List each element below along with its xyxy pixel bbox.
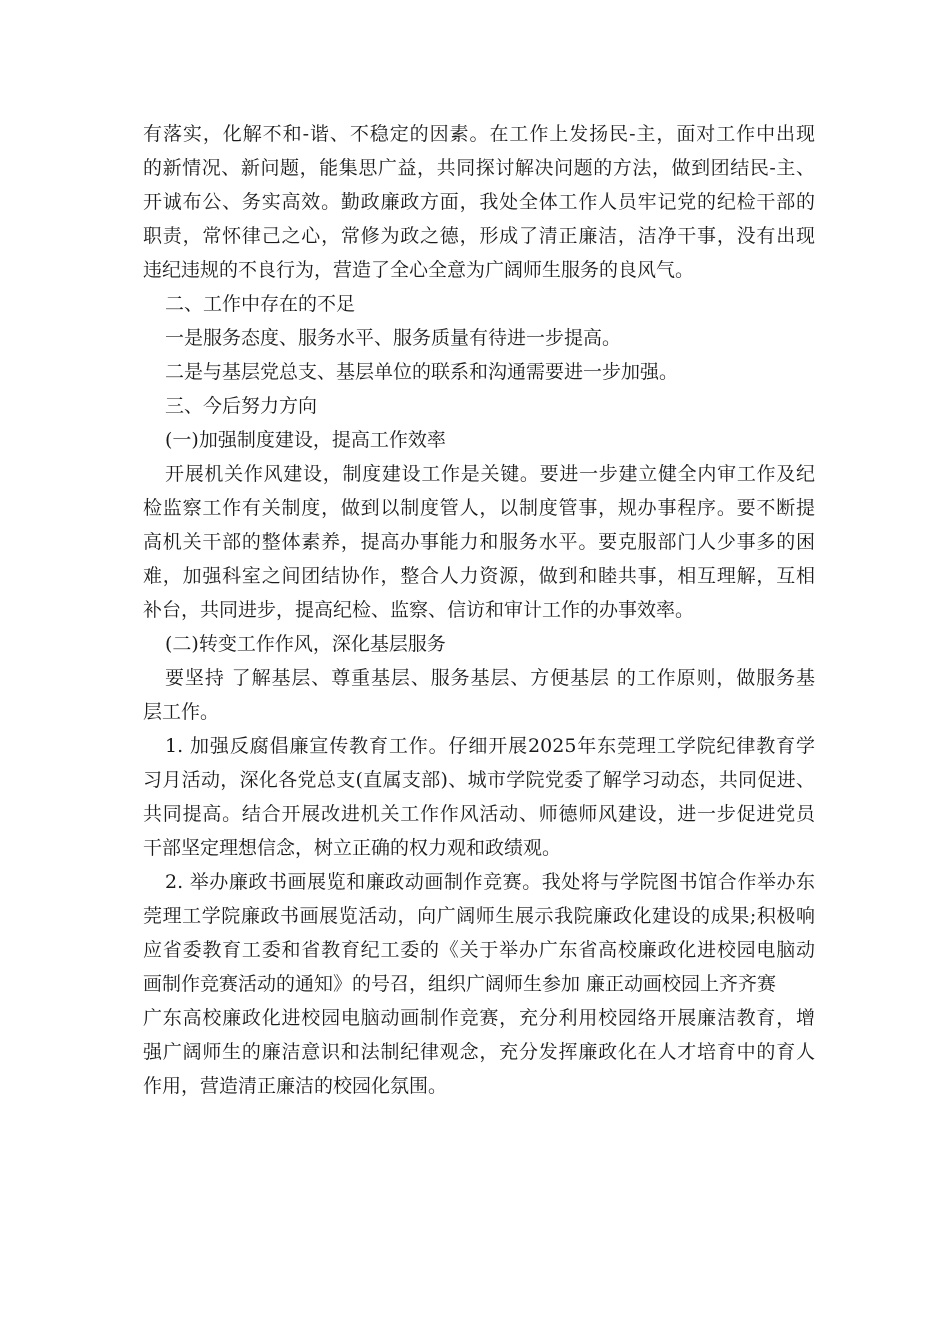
text-line: 高机关干部的整体素养，提高办事能力和服务水平。要克服部门人少事多的困: [143, 531, 815, 553]
text-line: 违纪违规的不良行为，营造了全心全意为广阔师生服务的良风气。: [143, 259, 695, 281]
text-line: 补台，共同进步，提高纪检、监察、信访和审计工作的办事效率。: [143, 599, 695, 621]
section-heading: 三、今后努力方向: [165, 395, 318, 417]
document-body: [143, 117, 815, 1103]
text-line: 应省委教育工委和省教育纪工委的《关于举办广东省高校廉政化进校园电脑动: [143, 939, 815, 961]
text-line: 画制作竞赛活动的通知》的号召，组织广阔师生参加 廉正动画校园上齐齐赛: [143, 973, 777, 995]
text-line: 习月活动，深化各党总支(直属支部)、城市学院党委了解学习动态，共同促进、: [143, 769, 815, 791]
text-line: 强广阔师生的廉洁意识和法制纪律观念，充分发挥廉政化在人才培育中的育人: [143, 1041, 815, 1063]
text-line: 作用，营造清正廉洁的校园化氛围。: [143, 1075, 448, 1097]
text-line: 职责，常怀律己之心，常修为政之德，形成了清正廉洁，洁净干事，没有出现: [143, 225, 815, 247]
text-line: 1. 加强反腐倡廉宣传教育工作。仔细开展2025年东莞理工学院纪律教育学: [165, 735, 815, 757]
text-line: 的新情况、新问题，能集思广益，共同探讨解决问题的方法，做到团结民-主、: [143, 157, 815, 179]
text-line: 二是与基层党总支、基层单位的联系和沟通需要进一步加强。: [165, 361, 679, 383]
text-line: 难，加强科室之间团结协作，整合人力资源，做到和睦共事，相互理解，互相: [143, 565, 815, 587]
text-line: 干部坚定理想信念，树立正确的权力观和政绩观。: [143, 837, 562, 859]
text-line: 2. 举办廉政书画展览和廉政动画制作竞赛。我处将与学院图书馆合作举办东: [165, 871, 815, 893]
subsection-heading: (一)加强制度建设，提高工作效率: [165, 429, 446, 451]
subsection-heading: (二)转变工作作风，深化基层服务: [165, 633, 446, 655]
text-line: 开展机关作风建设，制度建设工作是关键。要进一步建立健全内审工作及纪: [165, 463, 815, 485]
text-line: 莞理工学院廉政书画展览活动，向广阔师生展示我院廉政化建设的成果;积极响: [143, 905, 815, 927]
text-line: 要坚持 了解基层、尊重基层、服务基层、方便基层 的工作原则，做服务基: [165, 667, 815, 689]
text-line: 层工作。: [143, 701, 220, 723]
text-line: 共同提高。结合开展改进机关工作作风活动、师德师风建设，进一步促进党员: [143, 803, 815, 825]
text-line: 开诚布公、务实高效。勤政廉政方面，我处全体工作人员牢记党的纪检干部的: [143, 191, 815, 213]
section-heading: 二、工作中存在的不足: [165, 293, 356, 315]
text-line: 一是服务态度、服务水平、服务质量有待进一步提高。: [165, 327, 622, 349]
text-line: 检监察工作有关制度，做到以制度管人，以制度管事，规办事程序。要不断提: [143, 497, 815, 519]
text-line: 广东高校廉政化进校园电脑动画制作竞赛，充分利用校园络开展廉洁教育，增: [143, 1007, 815, 1029]
text-line: 有落实，化解不和-谐、不稳定的因素。在工作上发扬民-主，面对工作中出现: [143, 123, 815, 145]
